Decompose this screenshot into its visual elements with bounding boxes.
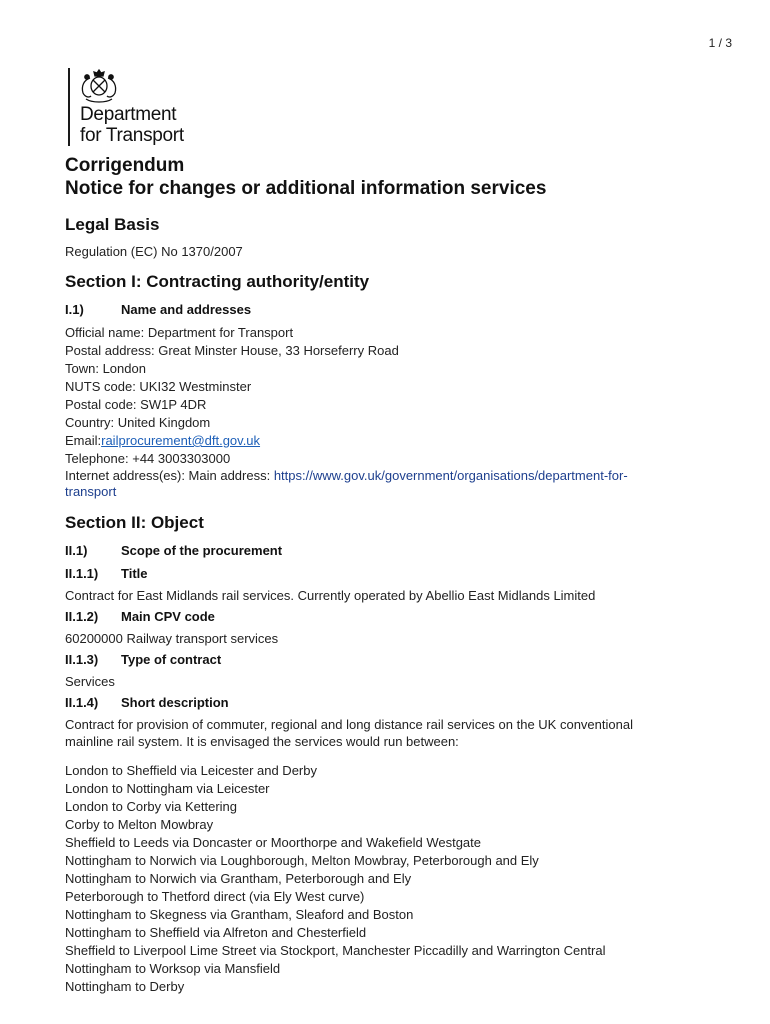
description-line-1: Contract for provision of commuter, regional and long distance rail services on the UK conventional	[65, 717, 633, 732]
section-2-heading: Section II: Object	[65, 513, 204, 532]
telephone: Telephone: +44 3003303000	[65, 451, 231, 466]
short-description	[65, 716, 725, 750]
contract-title: Contract for East Midlands rail services. Currently operated by Abellio East Midlands Limited	[65, 588, 596, 603]
section-label: Type of contract	[121, 652, 222, 667]
section-label: Short description	[121, 695, 229, 710]
cpv-code: 60200000 Railway transport services	[65, 631, 279, 646]
section-1-heading: Section I: Contracting authority/entity	[65, 272, 370, 291]
royal-crest-icon	[78, 68, 120, 104]
routes-list	[65, 762, 725, 996]
route-item: Nottingham to Skegness via Grantham, Sleaford and Boston	[65, 907, 414, 922]
document-body	[65, 154, 725, 996]
section-number: II.1.4)	[65, 695, 99, 710]
section-2-1-2-heading	[65, 608, 725, 626]
logo-line-2: for Transport	[80, 125, 184, 146]
logo-rule	[68, 68, 70, 146]
route-item: London to Corby via Kettering	[65, 799, 237, 814]
route-item: London to Nottingham via Leicester	[65, 781, 270, 796]
country: Country: United Kingdom	[65, 415, 211, 430]
address-block	[65, 324, 725, 500]
description-line-2: mainline rail system. It is envisaged the services would run between:	[65, 734, 459, 749]
section-2-1-heading	[65, 542, 725, 560]
postal-address: Postal address: Great Minster House, 33 Horseferry Road	[65, 343, 399, 358]
internet-url-part-2[interactable]: transport	[65, 484, 117, 499]
nuts-code: NUTS code: UKI32 Westminster	[65, 379, 252, 394]
section-label: Title	[121, 566, 148, 581]
section-1-1-heading	[65, 301, 725, 319]
section-number: II.1.3)	[65, 652, 99, 667]
logo-line-1: Department	[80, 104, 177, 125]
route-item: Nottingham to Norwich via Grantham, Peterborough and Ely	[65, 871, 412, 886]
route-item: Peterborough to Thetford direct (via Ely West curve)	[65, 889, 365, 904]
official-name: Official name: Department for Transport	[65, 325, 294, 340]
postal-code: Postal code: SW1P 4DR	[65, 397, 207, 412]
section-number: I.1)	[65, 302, 84, 317]
section-label: Scope of the procurement	[121, 543, 283, 558]
route-item: London to Sheffield via Leicester and Derby	[65, 763, 317, 778]
legal-basis-heading: Legal Basis	[65, 215, 160, 234]
internet-url-part-1[interactable]: https://www.gov.uk/government/organisations/department-for-	[273, 468, 628, 483]
section-number: II.1.1)	[65, 566, 99, 581]
section-2-1-1-heading	[65, 565, 725, 583]
logo-text	[80, 104, 184, 146]
document-title	[65, 154, 725, 200]
section-2-1-3-heading	[65, 651, 725, 669]
email-label: Email:	[65, 433, 102, 448]
page-number: 1 / 3	[708, 36, 732, 50]
dft-logo	[68, 68, 228, 148]
section-number: II.1.2)	[65, 609, 99, 624]
section-label: Main CPV code	[121, 609, 215, 624]
legal-basis-text: Regulation (EC) No 1370/2007	[65, 244, 243, 259]
route-item: Nottingham to Derby	[65, 979, 185, 994]
email-line	[65, 432, 725, 450]
route-item: Corby to Melton Mowbray	[65, 817, 214, 832]
route-item: Sheffield to Liverpool Lime Street via Stockport, Manchester Piccadilly and Warrington Central	[65, 943, 606, 958]
title-line-2: Notice for changes or additional information services	[65, 178, 547, 199]
title-line-1: Corrigendum	[65, 155, 185, 176]
town: Town: London	[65, 361, 146, 376]
route-item: Nottingham to Sheffield via Alfreton and Chesterfield	[65, 925, 367, 940]
contract-type: Services	[65, 674, 115, 689]
route-item: Nottingham to Norwich via Loughborough, Melton Mowbray, Peterborough and Ely	[65, 853, 539, 868]
internet-address	[65, 468, 725, 500]
route-item: Nottingham to Worksop via Mansfield	[65, 961, 281, 976]
internet-label: Internet address(es): Main address:	[65, 468, 274, 483]
route-item: Sheffield to Leeds via Doncaster or Moorthorpe and Wakefield Westgate	[65, 835, 481, 850]
section-number: II.1)	[65, 543, 88, 558]
section-label: Name and addresses	[121, 302, 252, 317]
email-link[interactable]: railprocurement@dft.gov.uk	[101, 433, 261, 448]
section-2-1-4-heading	[65, 694, 725, 712]
